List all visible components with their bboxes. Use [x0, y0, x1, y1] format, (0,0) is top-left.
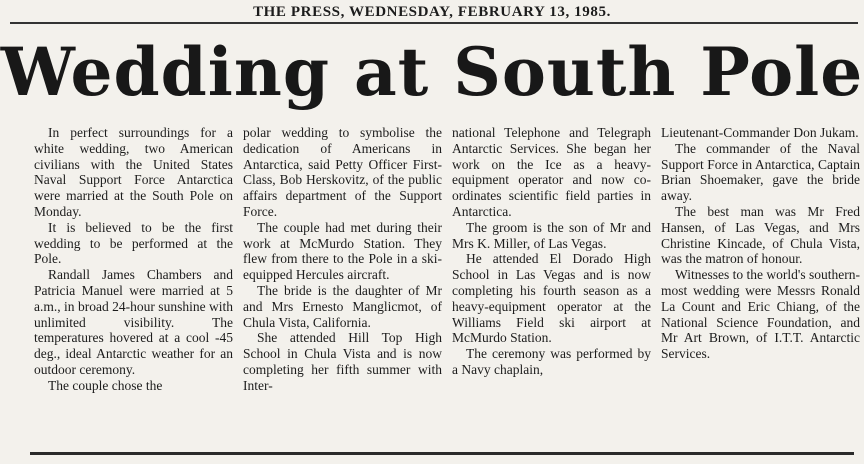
paragraph: polar wedding to symbolise the dedication of Americans in Antarctica, said Petty Officer First-Class, Bob Herskovitz, of the public affairs department of the Support Force. [243, 125, 442, 219]
paragraph: Randall James Chambers and Patricia Manuel were married at 5 a.m., in broad 24-hour sunshine with unlimited visibility. The temperatures hovered at a cool -45 deg., ideal Antarctic weather for an outdoor ceremony. [34, 267, 233, 377]
bottom-rule [30, 452, 854, 455]
paragraph: Lieutenant-Commander Don Jukam. [661, 125, 859, 140]
article-column-4 [661, 125, 860, 445]
paragraph: The couple had met during their work at McMurdo Station. They flew from there to the Pole in a ski-equipped Hercules aircraft. [243, 219, 442, 283]
headline: Wedding at South Pole [0, 33, 864, 111]
paragraph: In perfect surroundings for a white wedding, two American civilians with the United States Naval Support Force Antarctica were married at the South Pole on Monday. [34, 125, 233, 219]
paragraph: The bride is the daughter of Mr and Mrs Ernesto Manglicmot, of Chula Vista, California. [243, 282, 442, 330]
paragraph: The groom is the son of Mr and Mrs K. Miller, of Las Vegas. [452, 219, 651, 251]
top-rule [10, 22, 858, 24]
article-column-3 [452, 125, 651, 445]
article-column-1 [34, 125, 233, 445]
article-body [34, 125, 860, 445]
paragraph: Witnesses to the world's southern-most wedding were Messrs Ronald La Count and Eric Chiang, of the National Science Foundation, and Mr Art Brown, of I.T.T. Antarctic Services. [661, 267, 860, 362]
paragraph: He attended El Dorado High School in Las Vegas and is now completing his fourth season as a heavy-equipment operator at the Williams Field ski airport at McMurdo Station. [452, 251, 651, 346]
paragraph: The couple chose the [48, 377, 163, 393]
paragraph: The ceremony was performed by a Navy chaplain, [452, 346, 651, 377]
dateline: THE PRESS, WEDNESDAY, FEBRUARY 13, 1985. [253, 4, 611, 20]
paragraph: The best man was Mr Fred Hansen, of Las Vegas, and Mrs Christine Kincade, of Chula Vista, was the matron of honour. [661, 203, 860, 267]
paragraph: national Telephone and Telegraph Antarctic Services. She began her work on the Ice as a heavy-equipment operator and now co-ordinates scientific field parties in Antarctica. [452, 125, 651, 219]
paragraph: She attended Hill Top High School in Chula Vista and is now completing her fifth summer with Inter- [243, 330, 442, 393]
paragraph: The commander of the Naval Support Force in Antarctica, Captain Brian Shoemaker, gave the bride away. [661, 140, 860, 204]
article-column-2 [243, 125, 442, 445]
paragraph: It is believed to be the first wedding to be performed at the Pole. [34, 219, 233, 267]
